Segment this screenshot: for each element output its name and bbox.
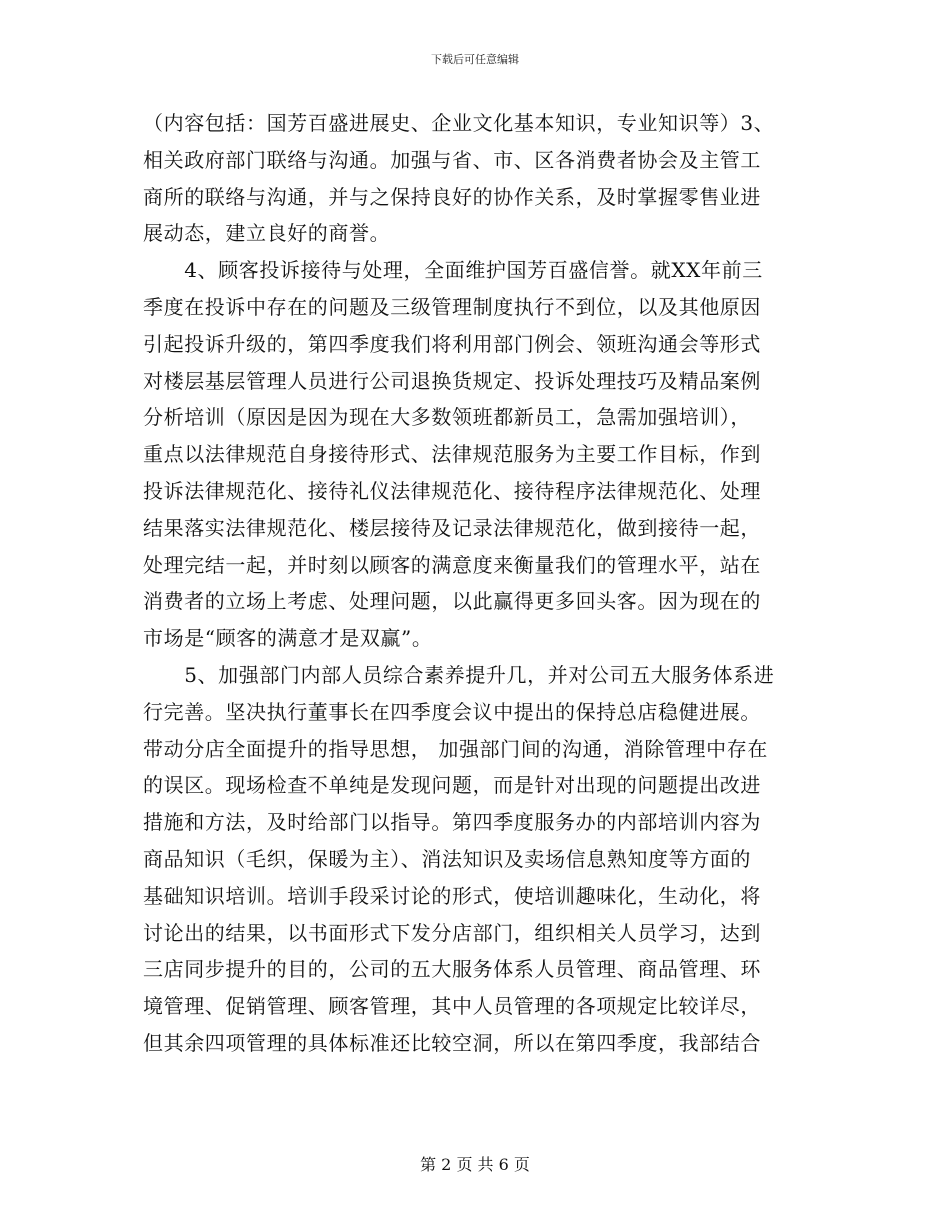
text-line: 消费者的立场上考虑、处理问题，以此赢得更多回头客。因为现在的 <box>143 589 761 614</box>
text-line: 讨论出的结果，以书面形式下发分店部门，组织相关人员学习，达到 <box>143 920 761 945</box>
text-line: 措施和方法，及时给部门以指导。第四季度服务办的内部培训内容为 <box>143 810 761 835</box>
text-line: 基础知识培训。培训手段采讨论的形式，使培训趣味化，生动化，将 <box>143 883 761 908</box>
text-line: 但其余四项管理的具体标准还比较空洞，所以在第四季度，我部结合 <box>143 1030 761 1055</box>
text-line: 投诉法律规范化、接待礼仪法律规范化、接待程序法律规范化、处理 <box>143 478 761 503</box>
text-line: 对楼层基层管理人员进行公司退换货规定、投诉处理技巧及精品案例 <box>143 368 761 393</box>
page-header: 下载后可任意编辑 <box>431 53 519 66</box>
text-line: 三店同步提升的目的，公司的五大服务体系人员管理、商品管理、环 <box>143 957 761 982</box>
text-line: 展动态，建立良好的商誉。 <box>143 221 391 246</box>
text-line: 4、顾客投诉接待与处理，全面维护国芳百盛信誉。就XX年前三 <box>143 258 763 283</box>
text-line: 5、加强部门内部人员综合素养提升几，并对公司五大服务体系进 <box>143 662 775 687</box>
text-line: 处理完结一起，并时刻以顾客的满意度来衡量我们的管理水平，站在 <box>143 552 761 577</box>
text-line: 结果落实法律规范化、楼层接待及记录法律规范化，做到接待一起， <box>143 515 761 540</box>
text-line: 带动分店全面提升的指导思想， 加强部门间的沟通，消除管理中存在 <box>143 736 768 761</box>
text-line: 市场是“顾客的满意才是双赢”。 <box>143 626 433 651</box>
text-line: 引起投诉升级的，第四季度我们将利用部门例会、领班沟通会等形式 <box>143 331 761 356</box>
text-line: 商所的联络与沟通，并与之保持良好的协作关系，及时掌握零售业进 <box>143 184 761 209</box>
text-line: 商品知识（毛织，保暖为主）、消法知识及卖场信息熟知度等方面的 <box>143 846 751 871</box>
text-line: 相关政府部门联络与沟通。加强与省、市、区各消费者协会及主管工 <box>143 147 761 172</box>
text-line: （内容包括：国芳百盛进展史、企业文化基本知识，专业知识等）3、 <box>143 111 775 135</box>
text-line: 行完善。坚决执行董事长在四季度会议中提出的保持总店稳健进展。 <box>143 699 761 724</box>
text-line: 季度在投诉中存在的问题及三级管理制度执行不到位，以及其他原因 <box>143 294 761 319</box>
text-line: 境管理、促销管理、顾客管理，其中人员管理的各项规定比较详尽， <box>143 994 761 1019</box>
text-line: 重点以法律规范自身接待形式、法律规范服务为主要工作目标，作到 <box>143 442 761 467</box>
document-body <box>143 105 807 1062</box>
page-number-footer: 第 2 页 共 6 页 <box>420 1155 530 1174</box>
text-line: 的误区。现场检查不单纯是发现问题，而是针对出现的问题提出改进 <box>143 773 761 798</box>
text-line: 分析培训（原因是因为现在大多数领班都新员工，急需加强培训）， <box>143 405 751 430</box>
